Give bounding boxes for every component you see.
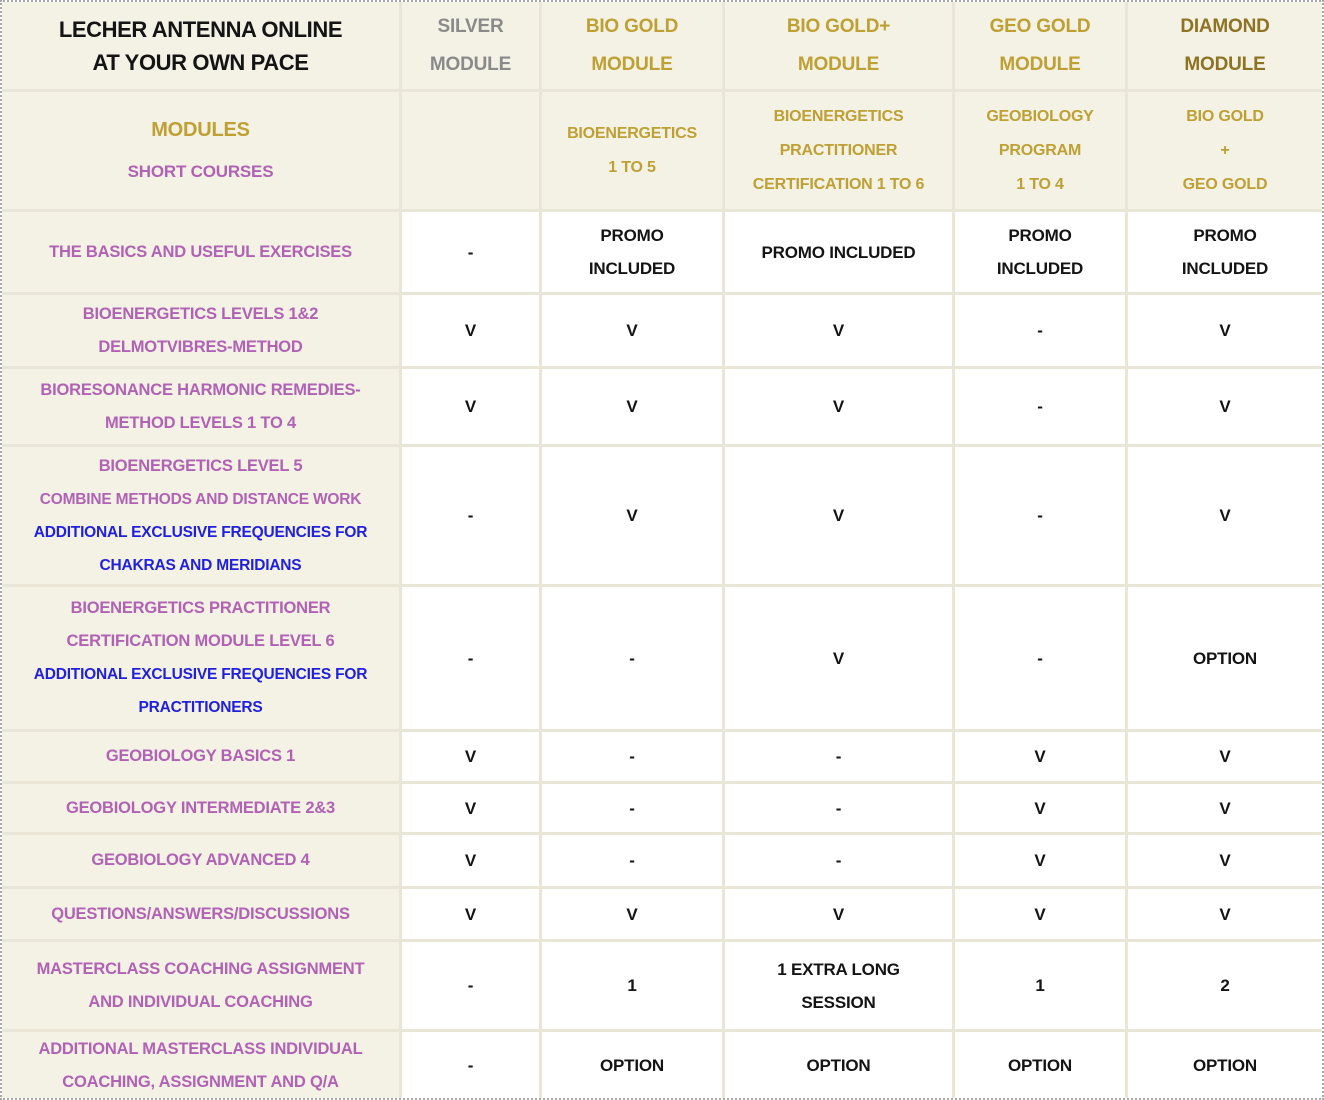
subtitle-bio-gold-line2: 1 TO 5 [608, 158, 656, 176]
value-geobiology-advanced-4-silver [402, 835, 542, 889]
column-header-bio-gold-line1: BIO GOLD [585, 15, 679, 37]
row-label-line: MASTERCLASS COACHING ASSIGNMENT [36, 959, 365, 978]
subtitle-bio-gold-plus-line2: PRACTITIONER [779, 141, 898, 159]
value-bioenergetics-practitioner-certification-bio-gold [542, 587, 725, 732]
column-header-geo-gold-line2: MODULE [999, 53, 1081, 75]
subtitle-bio-gold-line1: BIOENERGETICS [567, 124, 697, 142]
value-masterclass-coaching-assignment-diamond [1128, 942, 1324, 1032]
value-line: V [626, 506, 638, 525]
value-questions-answers-discussions-diamond [1128, 889, 1324, 942]
value-line: V [1034, 904, 1046, 924]
value-line: V [1219, 506, 1231, 525]
value-geobiology-intermediate-2-3-bio-gold [542, 784, 725, 835]
value-geobiology-intermediate-2-3-diamond [1128, 784, 1324, 835]
column-header-diamond-line2: MODULE [1184, 53, 1266, 75]
value-line: - [467, 648, 474, 668]
value-masterclass-coaching-assignment-bio-gold [542, 942, 725, 1032]
row-label-bioresonance-harmonic-remedies [2, 369, 402, 447]
row-label-line: GEOBIOLOGY INTERMEDIATE 2&3 [65, 798, 336, 817]
table-title-line2: AT YOUR OWN PACE [92, 49, 309, 75]
subtitle-geo-gold [955, 92, 1128, 212]
row-label-line: GEOBIOLOGY BASICS 1 [105, 747, 296, 765]
value-bioenergetics-practitioner-certification-geo-gold [955, 587, 1128, 732]
value-bioenergetics-levels-1-2-geo-gold [955, 295, 1128, 369]
column-header-bio-gold-line2: MODULE [591, 53, 673, 75]
value-bioenergetics-levels-1-2-diamond [1128, 295, 1324, 369]
value-line: PROMO INCLUDED [761, 242, 916, 262]
column-header-bio-gold-plus [725, 2, 955, 92]
value-basics-useful-exercises-diamond [1128, 212, 1324, 295]
value-questions-answers-discussions-silver [402, 889, 542, 942]
value-line: 1 [627, 976, 637, 995]
value-geobiology-intermediate-2-3-geo-gold [955, 784, 1128, 835]
value-geobiology-advanced-4-diamond [1128, 835, 1324, 889]
value-line: V [1219, 904, 1231, 924]
row-label-line: BIORESONANCE HARMONIC REMEDIES- [40, 380, 361, 399]
subtitle-silver-empty [402, 92, 542, 212]
value-line: - [467, 1056, 474, 1075]
column-header-silver [402, 2, 542, 92]
value-line: - [1037, 397, 1043, 416]
subtitle-diamond [1128, 92, 1324, 212]
row-label-line: COMBINE METHODS AND DISTANCE WORK [39, 490, 362, 508]
value-bioenergetics-level-5-diamond [1128, 447, 1324, 587]
value-geobiology-advanced-4-bio-gold [542, 835, 725, 889]
subtitle-bio-gold-plus-line1: BIOENERGETICS [773, 107, 904, 125]
value-masterclass-coaching-assignment-bio-gold-plus [725, 942, 955, 1032]
column-header-diamond-line1: DIAMOND [1180, 15, 1270, 37]
value-geobiology-advanced-4-geo-gold [955, 835, 1128, 889]
column-header-geo-gold [955, 2, 1128, 92]
value-line: - [835, 747, 842, 766]
table-title-line1: LECHER ANTENNA ONLINE [58, 16, 343, 42]
value-line: INCLUDED [588, 259, 676, 278]
value-line: 1 EXTRA LONG [777, 959, 900, 979]
modules-short-courses-cell [2, 92, 402, 212]
value-line: PROMO [600, 226, 664, 245]
value-line: V [1034, 851, 1046, 870]
modules-label: MODULES [151, 118, 250, 141]
column-header-diamond [1128, 2, 1324, 92]
value-line: V [1219, 798, 1231, 818]
subtitle-diamond-line3: GEO GOLD [1182, 175, 1268, 193]
value-line: PROMO [1193, 226, 1257, 245]
value-bioresonance-harmonic-remedies-diamond [1128, 369, 1324, 447]
row-label-questions-answers-discussions [2, 889, 402, 942]
value-line: - [629, 798, 635, 818]
column-header-silver-line2: MODULE [429, 53, 512, 75]
row-label-line: DELMOTVIBRES-METHOD [98, 337, 303, 356]
value-line: V [1034, 747, 1046, 766]
column-header-bio-gold-plus-line2: MODULE [797, 53, 880, 75]
value-geobiology-intermediate-2-3-bio-gold-plus [725, 784, 955, 835]
row-label-masterclass-coaching-assignment [2, 942, 402, 1032]
value-bioresonance-harmonic-remedies-bio-gold [542, 369, 725, 447]
value-line: V [832, 321, 845, 340]
value-geobiology-basics-1-bio-gold [542, 732, 725, 784]
value-line: OPTION [1193, 1056, 1257, 1075]
value-bioenergetics-practitioner-certification-bio-gold-plus [725, 587, 955, 732]
row-label-line: ADDITIONAL EXCLUSIVE FREQUENCIES FOR [33, 523, 368, 541]
value-line: - [467, 506, 474, 525]
column-header-geo-gold-line1: GEO GOLD [989, 15, 1091, 37]
value-line: V [464, 798, 477, 818]
subtitle-diamond-line1: BIO GOLD [1186, 107, 1264, 125]
value-line: PROMO [1008, 226, 1072, 245]
value-line: OPTION [600, 1056, 664, 1075]
value-line: V [832, 506, 845, 525]
value-questions-answers-discussions-geo-gold [955, 889, 1128, 942]
value-line: 1 [1035, 976, 1045, 995]
value-line: V [1219, 397, 1231, 416]
value-line: V [626, 904, 638, 924]
value-line: V [626, 321, 638, 340]
value-bioresonance-harmonic-remedies-geo-gold [955, 369, 1128, 447]
row-label-line: ADDITIONAL EXCLUSIVE FREQUENCIES FOR [33, 666, 368, 683]
value-bioenergetics-level-5-geo-gold [955, 447, 1128, 587]
value-line: V [464, 747, 477, 766]
row-label-basics-useful-exercises [2, 212, 402, 295]
value-line: V [464, 321, 477, 340]
value-line: - [467, 242, 474, 262]
row-label-line: PRACTITIONERS [138, 699, 263, 716]
value-geobiology-basics-1-silver [402, 732, 542, 784]
value-line: V [832, 397, 845, 416]
value-geobiology-basics-1-bio-gold-plus [725, 732, 955, 784]
value-line: V [832, 648, 845, 668]
row-label-line: QUESTIONS/ANSWERS/DISCUSSIONS [51, 904, 350, 923]
value-additional-masterclass-coaching-silver [402, 1032, 542, 1100]
value-geobiology-advanced-4-bio-gold-plus [725, 835, 955, 889]
value-line: SESSION [801, 992, 876, 1012]
value-line: - [835, 798, 842, 818]
column-header-bio-gold-plus-line1: BIO GOLD+ [786, 15, 891, 37]
value-line: V [464, 851, 477, 870]
value-line: - [467, 976, 474, 995]
value-basics-useful-exercises-silver [402, 212, 542, 295]
value-bioresonance-harmonic-remedies-silver [402, 369, 542, 447]
value-bioenergetics-practitioner-certification-diamond [1128, 587, 1324, 732]
column-header-silver-line1: SILVER [437, 15, 504, 37]
value-line: V [1219, 851, 1231, 870]
value-masterclass-coaching-assignment-silver [402, 942, 542, 1032]
subtitle-geo-gold-line1: GEOBIOLOGY [986, 107, 1094, 125]
value-line: V [832, 904, 845, 924]
value-line: 2 [1220, 976, 1230, 995]
value-line: - [1037, 506, 1043, 525]
value-line: INCLUDED [1181, 259, 1269, 278]
short-courses-label: SHORT COURSES [127, 161, 274, 181]
value-bioenergetics-levels-1-2-bio-gold [542, 295, 725, 369]
subtitle-bio-gold [542, 92, 725, 212]
row-label-additional-masterclass-coaching [2, 1032, 402, 1100]
subtitle-bio-gold-plus [725, 92, 955, 212]
subtitle-geo-gold-line2: PROGRAM [998, 141, 1082, 159]
value-line: V [1219, 747, 1231, 766]
value-additional-masterclass-coaching-geo-gold [955, 1032, 1128, 1100]
row-label-bioenergetics-practitioner-certification [2, 587, 402, 732]
value-basics-useful-exercises-bio-gold-plus [725, 212, 955, 295]
value-masterclass-coaching-assignment-geo-gold [955, 942, 1128, 1032]
value-questions-answers-discussions-bio-gold [542, 889, 725, 942]
row-label-line: AND INDIVIDUAL COACHING [88, 992, 313, 1011]
row-label-line: BIOENERGETICS LEVEL 5 [98, 456, 303, 475]
value-bioresonance-harmonic-remedies-bio-gold-plus [725, 369, 955, 447]
column-header-bio-gold [542, 2, 725, 92]
row-label-geobiology-advanced-4 [2, 835, 402, 889]
value-line: - [1037, 321, 1043, 340]
value-geobiology-basics-1-diamond [1128, 732, 1324, 784]
table-title-cell [2, 2, 402, 92]
value-bioenergetics-levels-1-2-silver [402, 295, 542, 369]
value-line: V [1034, 798, 1046, 818]
value-basics-useful-exercises-geo-gold [955, 212, 1128, 295]
value-geobiology-basics-1-geo-gold [955, 732, 1128, 784]
value-additional-masterclass-coaching-diamond [1128, 1032, 1324, 1100]
row-label-bioenergetics-levels-1-2 [2, 295, 402, 369]
row-label-line: CERTIFICATION MODULE LEVEL 6 [66, 632, 335, 650]
value-line: - [629, 747, 635, 766]
subtitle-geo-gold-line3: 1 TO 4 [1016, 175, 1064, 193]
row-label-geobiology-basics-1 [2, 732, 402, 784]
row-label-line: ADDITIONAL MASTERCLASS INDIVIDUAL [38, 1039, 363, 1058]
value-line: - [1037, 648, 1043, 668]
value-line: V [464, 397, 477, 416]
row-label-line: METHOD LEVELS 1 TO 4 [105, 413, 296, 432]
value-line: V [626, 397, 638, 416]
value-line: - [629, 851, 635, 870]
value-line: OPTION [806, 1056, 871, 1075]
value-line: INCLUDED [996, 259, 1084, 278]
value-line: V [464, 904, 477, 924]
value-questions-answers-discussions-bio-gold-plus [725, 889, 955, 942]
value-line: OPTION [1008, 1056, 1072, 1075]
value-line: OPTION [1193, 648, 1257, 668]
row-label-line: CHAKRAS AND MERIDIANS [99, 556, 302, 574]
value-bioenergetics-level-5-bio-gold [542, 447, 725, 587]
value-additional-masterclass-coaching-bio-gold-plus [725, 1032, 955, 1100]
row-label-geobiology-intermediate-2-3 [2, 784, 402, 835]
value-bioenergetics-level-5-bio-gold-plus [725, 447, 955, 587]
value-basics-useful-exercises-bio-gold [542, 212, 725, 295]
value-bioenergetics-levels-1-2-bio-gold-plus [725, 295, 955, 369]
value-geobiology-intermediate-2-3-silver [402, 784, 542, 835]
subtitle-bio-gold-plus-line3: CERTIFICATION 1 TO 6 [752, 175, 925, 193]
subtitle-diamond-line2: + [1220, 141, 1230, 159]
row-label-line: GEOBIOLOGY ADVANCED 4 [91, 851, 310, 869]
row-label-bioenergetics-level-5 [2, 447, 402, 587]
value-line: - [835, 851, 842, 870]
row-label-line: THE BASICS AND USEFUL EXERCISES [49, 242, 352, 261]
value-bioenergetics-level-5-silver [402, 447, 542, 587]
row-label-line: BIOENERGETICS LEVELS 1&2 [82, 304, 319, 323]
value-line: V [1219, 321, 1231, 340]
row-label-line: BIOENERGETICS PRACTITIONER [70, 599, 331, 617]
row-label-line: COACHING, ASSIGNMENT AND Q/A [62, 1072, 339, 1091]
value-line: - [629, 648, 635, 668]
value-additional-masterclass-coaching-bio-gold [542, 1032, 725, 1100]
value-bioenergetics-practitioner-certification-silver [402, 587, 542, 732]
